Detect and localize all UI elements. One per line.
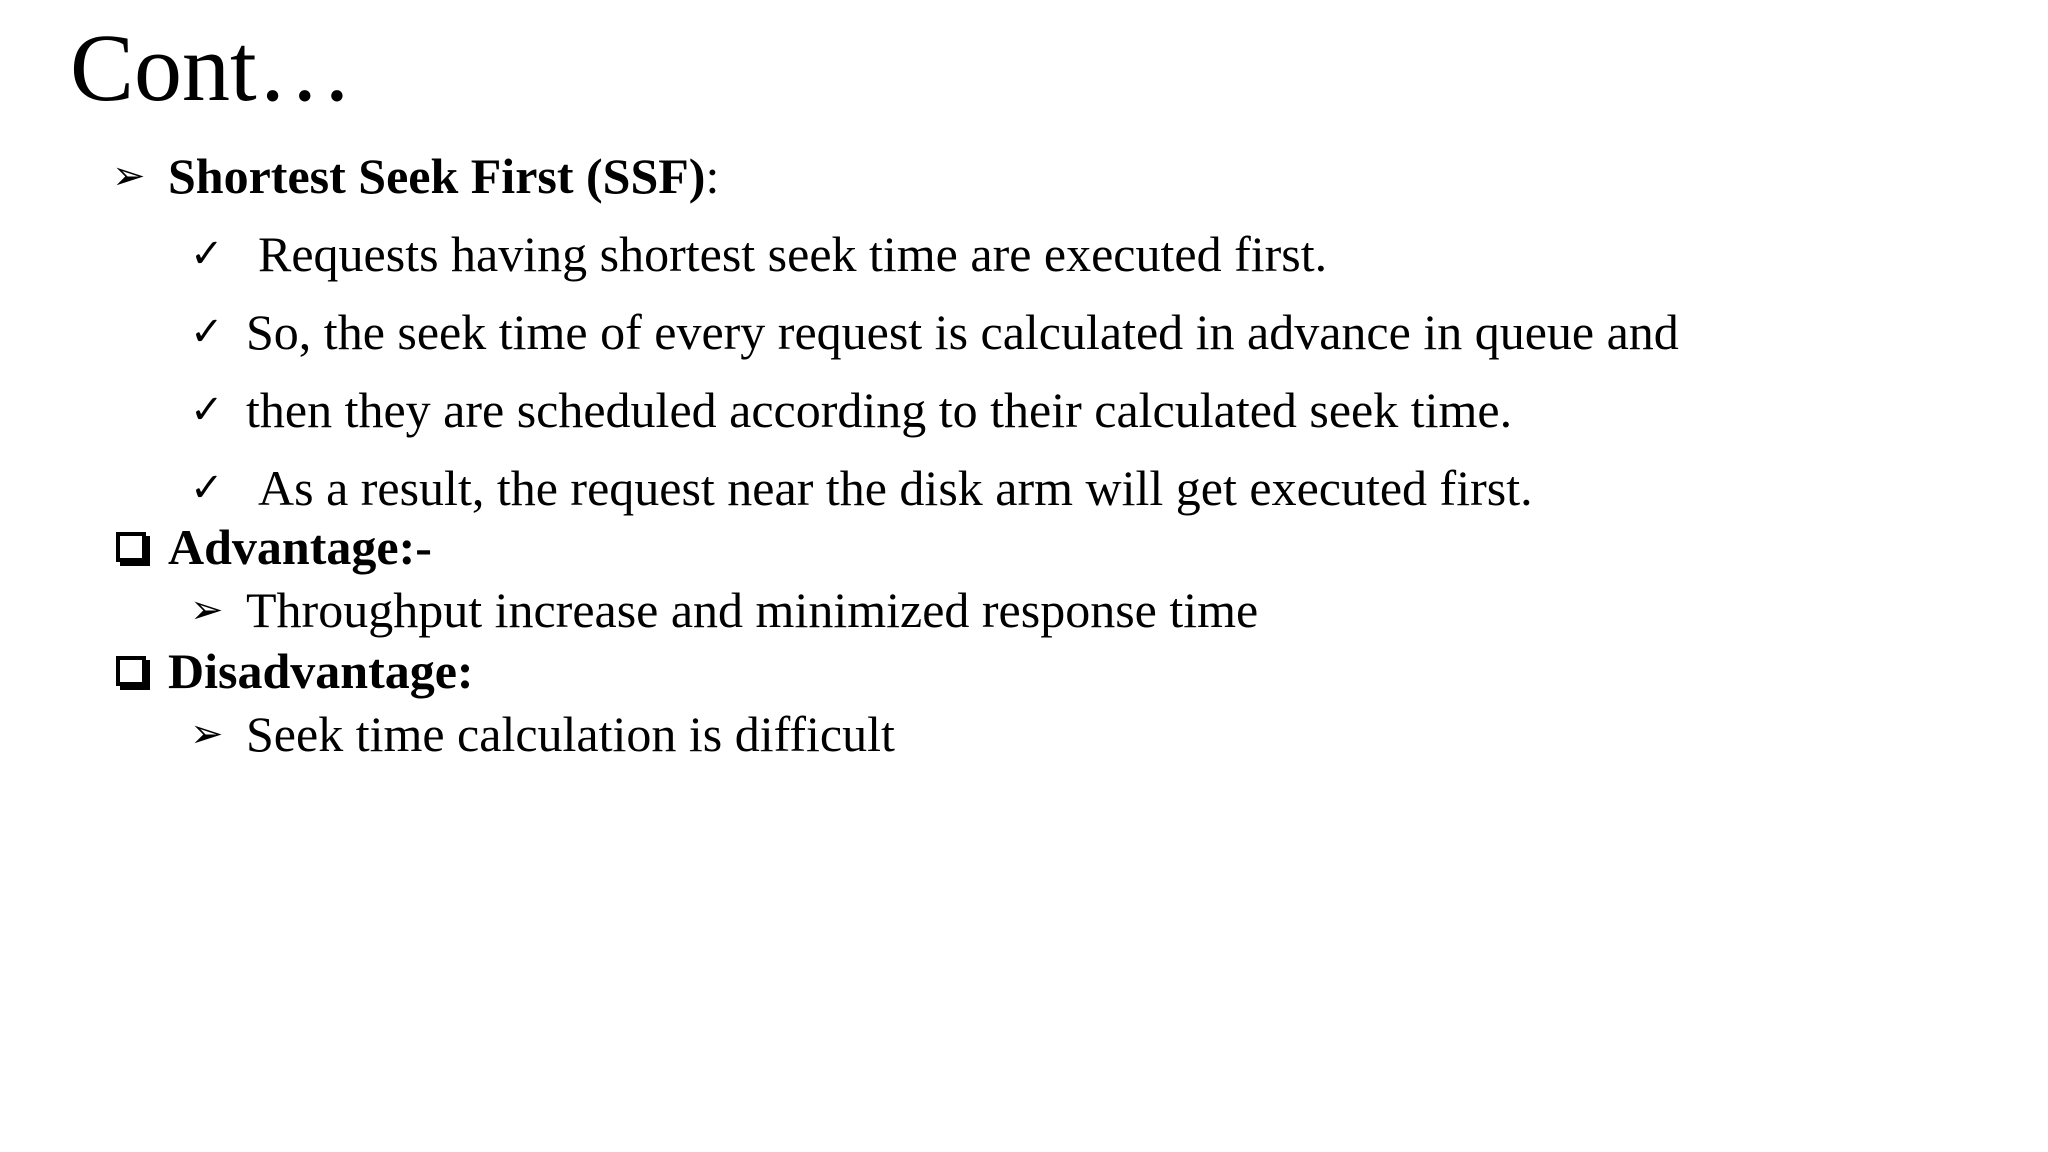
list-item xyxy=(190,224,1327,284)
disadvantage-item-text: Seek time calculation is difficult xyxy=(246,706,895,762)
ssf-heading xyxy=(112,146,719,206)
list-item-text: As a result, the request near the disk arm will get executed first. xyxy=(258,460,1533,516)
checkbox-bullet-icon xyxy=(116,532,146,562)
advantage-item-text: Throughput increase and minimized response time xyxy=(246,582,1259,638)
disadvantage-heading-label: Disadvantage: xyxy=(168,643,474,699)
checkmark-icon: ✓ xyxy=(190,465,224,510)
list-item-text: then they are scheduled according to their calculated seek time. xyxy=(246,382,1513,438)
checkbox-bullet-icon xyxy=(116,656,146,686)
ssf-heading-colon: : xyxy=(705,148,720,204)
list-item-text: So, the seek time of every request is calculated in advance in queue and xyxy=(246,304,1679,360)
list-item xyxy=(190,458,1533,518)
list-item xyxy=(190,302,1679,362)
advantage-heading xyxy=(112,517,432,577)
advantage-item xyxy=(190,580,1258,640)
list-item xyxy=(190,380,1512,440)
arrow-bullet-icon: ➢ xyxy=(190,587,224,632)
checkmark-icon: ✓ xyxy=(190,309,224,354)
disadvantage-item xyxy=(190,704,895,764)
list-item-text: Requests having shortest seek time are executed first. xyxy=(258,226,1328,282)
slide-title: Cont… xyxy=(70,14,353,121)
disadvantage-heading xyxy=(112,641,474,701)
arrow-bullet-icon: ➢ xyxy=(190,711,224,756)
checkmark-icon: ✓ xyxy=(190,231,224,276)
advantage-heading-label: Advantage:- xyxy=(168,519,432,575)
arrow-bullet-icon: ➢ xyxy=(112,153,146,198)
checkmark-icon: ✓ xyxy=(190,387,224,432)
ssf-heading-label: Shortest Seek First (SSF) xyxy=(168,148,706,204)
